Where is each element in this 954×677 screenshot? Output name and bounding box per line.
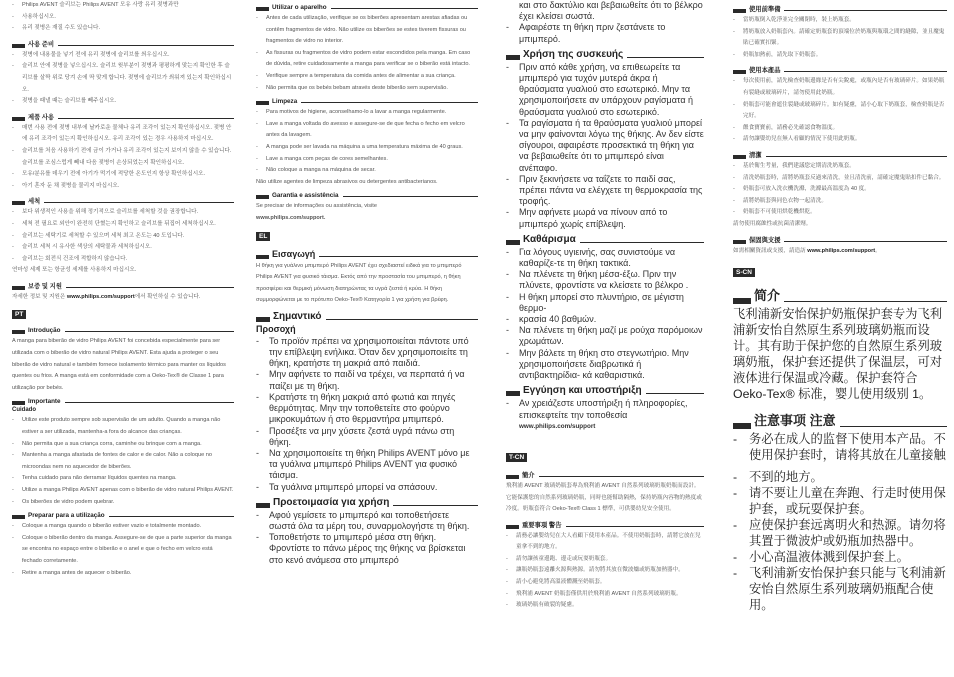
- list-item: - 玻璃奶瓶有破裂的疑慮。: [506, 600, 704, 612]
- list-item: - 슬리브는 세탁기로 세척할 수 있으며 세척 최고 온도는 40 도입니다.: [12, 231, 234, 243]
- list-item: - 유리 젖병은 재질 수도 있습니다.: [12, 23, 234, 35]
- list-item: - Antes de cada utilização, verifique se os biberões apresentam arestas afiadas ou contêm fragmentos de vidro. Não utilize os biberões se estes tiverem fissuras ou fragmentos de vidro no interior.: [256, 13, 478, 48]
- list-item: - 奶瓶套不可使用烘乾機烘乾。: [733, 207, 947, 219]
- list-item: - Να πλένετε τη θήκη μαζί με ρούχα παρόμοιων χρωμάτων.: [506, 325, 704, 347]
- list-item: - Philips AVENT 슬리브는 Philips AVENT 모유 사랑 유리 젖병과만: [12, 0, 234, 12]
- column-2: [256, 0, 478, 677]
- list-item: - Para motivos de higiene, aconselhamo-lo a lavar a manga regularmente.: [256, 107, 478, 119]
- list-item: - Coloque a manga quando o biberão estiver vazio e totalmente montado.: [12, 521, 234, 533]
- section-title: 사용 준비: [12, 39, 234, 48]
- section-title: Εισαγωγή: [256, 249, 478, 259]
- section-title: Limpeza: [256, 98, 478, 105]
- list-item: - Retire a manga antes de aquecer o biberão.: [12, 568, 234, 580]
- section-title: Preparar para a utilização: [12, 512, 234, 519]
- list-item: - 請將奶瓶套與同色衣物一起清洗。: [733, 196, 947, 208]
- section-title: Σημαντικό: [256, 311, 478, 322]
- pt-clean-note: Não utilize agentes de limpeza abrasivos ou detergentes antibacterianos.: [256, 178, 438, 185]
- section-title: 保固與支援: [733, 235, 947, 244]
- section-title: 簡介: [506, 470, 704, 479]
- list-item: - Tenha cuidado para não derramar líquidos quentes na manga.: [12, 473, 234, 485]
- list-item: - Να πλένετε τη θήκη μέσα-έξω. Πριν την πλύνετε, φροντίστε να κλείσετε το βέλκρο .: [506, 269, 704, 291]
- list-item: - 슬리브 세척 시 유사한 색상의 세탁물과 세척하십시오.: [12, 242, 234, 254]
- list-item: - 보다 위생적인 사용을 위해 정기적으로 슬리브를 세척할 것을 권장합니다.: [12, 207, 234, 219]
- tcn-intro-text: 飛利浦 AVENT 玻璃奶瓶套專為飛利浦 AVENT 自然系列玻璃奶瓶奶瓶而設計。它能保護您的自然系列玻璃奶瓶，同時也能幫助隔熱，保持奶瓶內容物的熱度或冷度。奶瓶套符合 Oeko-Tex® Class 1 標準，可供嬰幼兒安全使用。: [506, 482, 702, 513]
- subsection-title: Προσοχή: [256, 323, 296, 334]
- list-item: - Não coloque a manga na máquina de secar.: [256, 165, 478, 177]
- list-item: - Για λόγους υγιεινής, σας συνιστούμε να καθαρίζε-τε τη θήκη τακτικά.: [506, 247, 704, 269]
- list-item: - 請勿讓孩童邊跑、邊走或玩耍奶瓶套。: [506, 554, 704, 566]
- list-item: - As fissuras ou fragmentos de vidro podem estar escondidos pela manga. Em caso de dúvida, retire cuidadosamente a manga para verificar se o biberão está intacto.: [256, 48, 478, 71]
- el-prep-list: [256, 510, 478, 566]
- section-title: Garantia e assistência: [256, 192, 478, 199]
- list-item: - 請務必讓嬰幼兒在大人看顧下使用本產品。不使用奶瓶套時，請將它放在兒童拿不到的地方。: [506, 531, 704, 554]
- list-item: - Κρατήστε τη θήκη μακριά από φωτιά και πηγές θερμότητας. Μην την τοποθετείτε στο φούρνο μικροκυμάτων ή στο θερμαντήρα μπιμπερό.: [256, 392, 478, 426]
- list-item: - 飛利浦 AVENT 奶瓶套僅供用於飛利浦 AVENT 自然系列玻璃奶瓶。: [506, 589, 704, 601]
- language-badge: T-CN: [506, 453, 527, 462]
- list-item: - Τα ραγίσματα ή τα θραύσματα γυαλιού μπορεί να μην φαίνονται λόγω της θήκης. Αν δεν είστε σίγουροι, αφαιρέστε προσεκτικά τη θήκη για να βεβαιωθείτε ότι το μπιμπερό είναι ανέπαφο.: [506, 118, 704, 174]
- tcn-use-list: [733, 76, 947, 146]
- section-title: Introdução: [12, 327, 234, 334]
- scn-intro-text: 飞利浦新安怡保护奶瓶保护套专为飞利浦新安怡自然原生系列玻璃奶瓶而设计。其有助于保护您的自然原生系列玻璃奶瓶，保护套还提供了保温层，可对液体进行保温或冷藏。保护套符合 Oeko-Tex® 标准，婴儿使用级别 1。: [733, 307, 943, 402]
- subsection-title: Cuidado: [12, 407, 36, 414]
- list-item: - 매번 사용 전에 젖병 내부에 날카로운 물체나 유리 조각이 있는지 확인하십시오. 젖병 안에 유리 조각이 있는지 확인하십시오. 유리 조각이 있는 경우 사용하지 마십시오.: [12, 123, 234, 146]
- section-title: Εγγύηση και υποστήριξη: [506, 385, 704, 396]
- list-item: - 奶瓶套可能會遮住裂縫或玻璃碎片。如有疑慮，請小心取下奶瓶套，檢查奶瓶是否完好。: [733, 100, 947, 123]
- pt-prep-list: [12, 521, 234, 579]
- section-title: 重要事項 警告: [506, 520, 704, 529]
- list-item: - A manga pode ser lavada na máquina a uma temperatura máxima de 40 graus.: [256, 142, 478, 154]
- support-link[interactable]: www.philips.com/support: [66, 293, 135, 300]
- list-item: - Lave a manga voltada do avesso e assegure-se de que fecha o fecho em velcro antes da lavagem.: [256, 119, 478, 142]
- tcn-clean-list: [733, 161, 947, 219]
- list-item: - 將奶瓶放入奶瓶套內。請確定奶瓶套的頂端位於奶瓶與瓶環之間的縫隙，並且魔鬼貼已確實扣緊。: [733, 27, 947, 50]
- list-item: - Utilize a manga Philips AVENT apenas com o biberão de vidro natural Philips AVENT.: [12, 485, 234, 497]
- section-title: Χρήση της συσκευής: [506, 49, 704, 60]
- list-item: - 세척 전 필요로 외안이 완전히 단혔는지 확인하고 슬리브를 뒤집어 세척하십시오.: [12, 219, 234, 231]
- section-title: Importante: [12, 398, 234, 405]
- tcn-clean-note: 請勿使用腐蝕性或抗菌清潔劑。: [733, 220, 812, 227]
- list-item: - Μην αφήνετε το παιδί να τρέχει, να περπατά ή να παίζει με τη θήκη.: [256, 369, 478, 391]
- list-item: - 當奶瓶倒入乾淨並完全關閉時，裝上奶瓶套。: [733, 15, 947, 27]
- list-item: - Μην βάλετε τη θήκη στο στεγνωτήριο. Μην χρησιμοποιήσετε διαβρωτικά ή αντιβακτηρίδια- κά καθαριστικά.: [506, 348, 704, 382]
- language-badge: EL: [256, 232, 270, 241]
- scn-warn-list: [733, 431, 947, 613]
- el-warranty-list: [506, 398, 704, 420]
- section-title: 보증 및 지원: [12, 281, 234, 290]
- list-item: - 슬리브 안에 젖병을 넣으십시오. 슬리브 윗부분이 젖병과 평평하게 맞는지 확인한 후 슬리브를 살짝 위로 당겨 손에 딱 맞게 합니다. 젖병에 슬리브가 씌워져 있는지 확인하십시오.: [12, 61, 234, 96]
- pt-warranty-text: Se precisar de informações ou assistência, visite: [256, 203, 377, 210]
- list-item: - κρασία 40 βαθμών.: [506, 314, 704, 325]
- list-item: - 젖병을 때낼 때는 슬리브를 빼주십시오.: [12, 96, 234, 108]
- list-item: - 小心高温液体溅到保护套上。: [733, 549, 947, 565]
- list-item: - Προσέξτε να μην χύσετε ζεστά υγρά πάνω στη θήκη.: [256, 426, 478, 448]
- list-item: - 飞利浦新安怡保护套只能与飞利浦新安怡自然原生系列玻璃奶瓶配合使用。: [733, 565, 947, 613]
- section-title: 使用前準備: [733, 4, 947, 13]
- ko-clean-note: 연마성 세제 또는 항균성 세제를 사용하지 마십시오.: [12, 267, 137, 274]
- list-item: - Verifique sempre a temperatura da comida antes de alimentar a sua criança.: [256, 71, 478, 83]
- section-title: 제품 사용: [12, 112, 234, 121]
- list-item: - Μην αφήνετε μωρά να πίνουν από το μπιμπερό χωρίς επίβλεψη.: [506, 207, 704, 229]
- list-item: - 奶瓶套可放入洗衣機洗滌，洗滌最高溫度為 40 度。: [733, 184, 947, 196]
- list-item: - Η θήκη μπορεί στο πλυντήριο, σε μέγιστη θερμο-: [506, 292, 704, 314]
- ko-clean-list: [12, 207, 234, 265]
- list-item: - 讓瓶奶瓶套遠離火源與熱源。請勿將其放在微波爐或奶瓶加熱器中。: [506, 565, 704, 577]
- list-item: - 奶瓶加熱前，請先取下奶瓶套。: [733, 50, 947, 62]
- list-item: - Τα γυάλινα μπιμπερό μπορεί να σπάσουν.: [256, 482, 478, 493]
- section-title: 清潔: [733, 150, 947, 159]
- language-badge: S-CN: [733, 268, 755, 277]
- pt-intro-text: A manga para biberão de vidro Philips AVENT foi concebida especialmente para ser utilizada com o biberão de vidro natural Philips AVENT. Esta ajuda a proteger o seu biberão de vidro natural e também fornece isolamento térmico para manter os líquidos quentes ou frios. A manga está em conformidade com a Oeko-Tex® de Classe 1 para utilização por bebés.: [12, 338, 226, 391]
- section-title: 使用本產品: [733, 65, 947, 74]
- pt-use-list: [256, 13, 478, 94]
- list-item: - 請勿讓嬰幼兒在無人看顧的情況下使用此奶瓶。: [733, 134, 947, 146]
- list-item: - 모유/분유를 데우기 전에 아기가 먹기에 적당한 온도인지 항상 확인하십시오.: [12, 169, 234, 181]
- list-item: - 务必在成人的监督下使用本产品。不使用保护套时，请将其放在儿童接触: [733, 431, 947, 463]
- list-item: - 슬리브를 처음 사용하기 전에 금이 가거나 유리 조각이 있는지 보이지 않을 수 있습니다. 슬리브를 조심스럽게 빼내 다음 젖병이 손상되었는지 확인하십시오.: [12, 146, 234, 169]
- list-item: - Το προϊόν πρέπει να χρησιμοποιείται πάντοτε υπό την επίβλεψη ενήλικα. Όταν δεν χρησιμοποιείτε τη θήκη, κρατήστε τη μακριά από παιδιά.: [256, 336, 478, 370]
- list-item: - Πριν ξεκινήσετε να ταΐζετε το παιδί σας, πρέπει πάντα να ελέγχετε τη θερμοκρασία της τροφής.: [506, 174, 704, 208]
- list-item: - Αν χρειάζεστε υποστήριξη ή πληροφορίες, επισκεφτείτε την τοποθεσία: [506, 398, 704, 420]
- list-item: - Não permita que a sua criança corra, caminhe ou brinque com a manga.: [12, 439, 234, 451]
- list-item: - 基於衛生考量，我們建議您定期清洗奶瓶套。: [733, 161, 947, 173]
- section-title: Utilizar o aparelho: [256, 4, 478, 11]
- list-item: - Mantenha a manga afastada de fontes de calor e de calor. Não a coloque no microondas nem no aquecedor de biberões.: [12, 450, 234, 473]
- support-link[interactable]: www.philips.com/support.: [256, 214, 326, 221]
- tcn-prep-list: [733, 15, 947, 61]
- list-item: - 不到的地方。: [733, 469, 947, 485]
- section-title: 注意事项 注意: [733, 410, 947, 429]
- column-1: [12, 0, 234, 677]
- list-item: - Πριν από κάθε χρήση, να επιθεωρείτε τα μπιμπερό για τυχόν μυτερά άκρα ή θραύσματα γυαλιού στο εσωτερικό. Μην τα χρησιμοποιήσετε αν υπάρχουν ραγίσματα ή θραύσματα γυαλιού στο εσωτερικό.: [506, 62, 704, 118]
- list-item: - 清洗奶瓶套時，請將奶瓶套反過來清洗，並且清洗前，請確定魔鬼貼扣件已黏合。: [733, 173, 947, 185]
- tcn-warn-list: [506, 531, 704, 612]
- ko-use-list: [12, 123, 234, 193]
- list-item: - Os biberões de vidro podem quebrar.: [12, 497, 234, 509]
- list-item: - 每次使用前，請先檢查奶瓶邊緣是否有尖銳處，或瓶內是否有玻璃碎片。如果奶瓶有裂縫或玻璃碎片，請勿使用此奶瓶。: [733, 76, 947, 99]
- section-title: 세척: [12, 196, 234, 205]
- ko-intro-tail: [12, 0, 234, 35]
- el-use-list: [506, 62, 704, 230]
- list-item: - 請小心避免將高溫液體濺至奶瓶套。: [506, 577, 704, 589]
- list-item: - 餵食寶寶前，請務必先確認食物溫度。: [733, 123, 947, 135]
- list-item: - Αφαιρέστε τη θήκη πριν ζεστάνετε το μπιμπερό.: [506, 22, 704, 44]
- support-link[interactable]: www.philips.com/support: [807, 247, 876, 254]
- language-badge: PT: [12, 310, 26, 319]
- column-3: [506, 0, 704, 677]
- section-title: 简介: [733, 285, 947, 304]
- el-clean-list: [506, 247, 704, 381]
- list-item: - Να χρησιμοποιείτε τη θήκη Philips AVENT μόνο με τα γυάλινα μπιμπερό Philips AVENT για φυσικό τάισμα.: [256, 448, 478, 482]
- list-item: - 젖병에 내용물을 넣기 전에 유리 젖병에 슬리브를 씌우십시오.: [12, 50, 234, 62]
- ko-before-list: [12, 50, 234, 108]
- list-item: - 슬리브는 회전식 건조에 적합하지 않습니다.: [12, 254, 234, 266]
- list-item: - Não permita que os bebés bebam através deste biberão sem supervisão.: [256, 83, 478, 95]
- tcn-warranty-text: 如需相關資訊或支援，請造訪 www.philips.com/support。: [733, 247, 881, 254]
- list-item: - Lave a manga com peças de cores semelhantes.: [256, 154, 478, 166]
- el-prep-continued: και στο δακτύλιο και βεβαιωθείτε ότι το βέλκρο έχει κλείσει σωστά.: [519, 0, 703, 22]
- support-link[interactable]: www.philips.com/support: [519, 422, 596, 430]
- list-item: - 请不要让儿童在奔跑、行走时使用保护套，或玩耍保护套。: [733, 485, 947, 517]
- pt-clean-list: [256, 107, 478, 177]
- list-item: - Αφού γεμίσετε το μπιμπερό και τοποθετήσετε σωστά όλα τα μέρη του, συναρμολογήστε τη θήκη.: [256, 510, 478, 532]
- list-item: - Coloque o biberão dentro da manga. Assegure-se de que a parte superior da manga se encontra no espaço entre o biberão e o anel e que o fecho em velcro está fechado corretamente.: [12, 533, 234, 568]
- section-title: Προετοιμασία για χρήση: [256, 497, 478, 508]
- list-item: - 应使保护套远离明火和热源。请勿将其置于微波炉或奶瓶加热器中。: [733, 517, 947, 549]
- ko-warranty-text: 자세한 정보 및 지원은 www.philips.com/support에서 확인하실 수 있습니다.: [12, 293, 201, 300]
- list-item: - Utilize este produto sempre sob supervisão de um adulto. Quando a manga não estiver a ser utilizada, mantenha-a fora do alcance das crianças.: [12, 415, 234, 438]
- column-4: [733, 0, 947, 677]
- el-prep-list-2: [506, 22, 704, 44]
- el-intro-text: Η θήκη για γυάλινο μπιμπερό Philips AVENT έχει σχεδιαστεί ειδικά για το μπιμπερό Philips AVENT για φυσικό τάισμα. Εκτός από την προστασία του μπιμπερό, η θήκη προσφέρει και θερμική μόνωση διατηρώντας τα υγρά ζεστά ή κρύα. Η θήκη συμμορφώνεται με το πρότυπο Oeko-Tex® Κατηγορία 1 για χρήση για βρέφη.: [256, 262, 462, 304]
- list-item: - 아기 혼자 둔 채 젖병을 물리지 마십시오.: [12, 181, 234, 193]
- list-item: - 사용하십시오.: [12, 12, 234, 24]
- pt-care-list: [12, 415, 234, 508]
- section-title: Καθάρισμα: [506, 234, 704, 245]
- el-caution-list: [256, 336, 478, 493]
- list-item: - Τοποθετήστε το μπιμπερό μέσα στη θήκη. Φροντίστε το πάνω μέρος της θήκης να βρίσκεται στο κενό ανάμεσα στο μπιμπερό: [256, 532, 478, 566]
